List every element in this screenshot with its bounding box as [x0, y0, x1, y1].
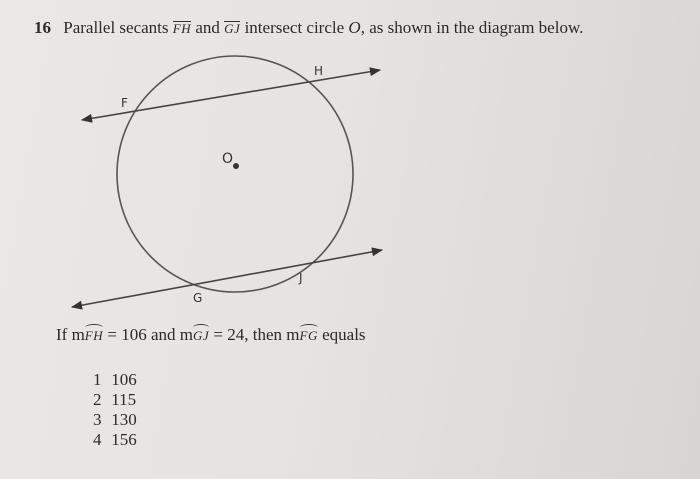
label-o: O — [222, 151, 234, 167]
question-number: 16 — [34, 18, 51, 37]
question-prefix: Parallel secants — [63, 18, 169, 37]
choice-number: 3 — [93, 410, 102, 429]
choice-value: 115 — [111, 390, 137, 409]
given-lead: If m — [56, 325, 85, 344]
given-eq2: = 24, then m — [209, 325, 300, 344]
choice-value: 156 — [111, 430, 137, 449]
choice-2[interactable] — [93, 390, 137, 410]
arc-fg-label: FG — [299, 328, 318, 343]
choice-number: 2 — [93, 390, 102, 409]
choice-3[interactable] — [93, 410, 137, 430]
arc-fh-label: FH — [84, 328, 104, 343]
arc-gj-label: GJ — [193, 328, 210, 343]
choice-4[interactable] — [93, 430, 137, 450]
choice-value: 106 — [111, 370, 137, 389]
answer-choices — [93, 370, 137, 450]
choice-number: 1 — [93, 370, 102, 389]
given-statement — [56, 325, 366, 345]
choice-value: 130 — [111, 410, 137, 429]
question-middle: intersect circle — [244, 18, 345, 37]
given-tail: equals — [317, 325, 366, 344]
secant-gj-line — [72, 250, 382, 307]
given-eq1: = 106 and m — [103, 325, 193, 344]
label-g: G — [193, 291, 203, 305]
secant-fh-label: FH — [172, 21, 192, 36]
choice-1[interactable] — [93, 370, 137, 390]
circle-name: O — [348, 18, 361, 37]
label-j: J — [299, 271, 303, 285]
secant-gj-label: GJ — [224, 21, 241, 36]
center-point-o — [233, 163, 239, 169]
circle-o — [117, 56, 353, 292]
question-conj: and — [195, 18, 220, 37]
label-f: F — [121, 96, 128, 110]
label-h: H — [314, 64, 324, 78]
choice-number: 4 — [93, 430, 102, 449]
question-suffix: , as shown in the diagram below. — [360, 18, 584, 37]
